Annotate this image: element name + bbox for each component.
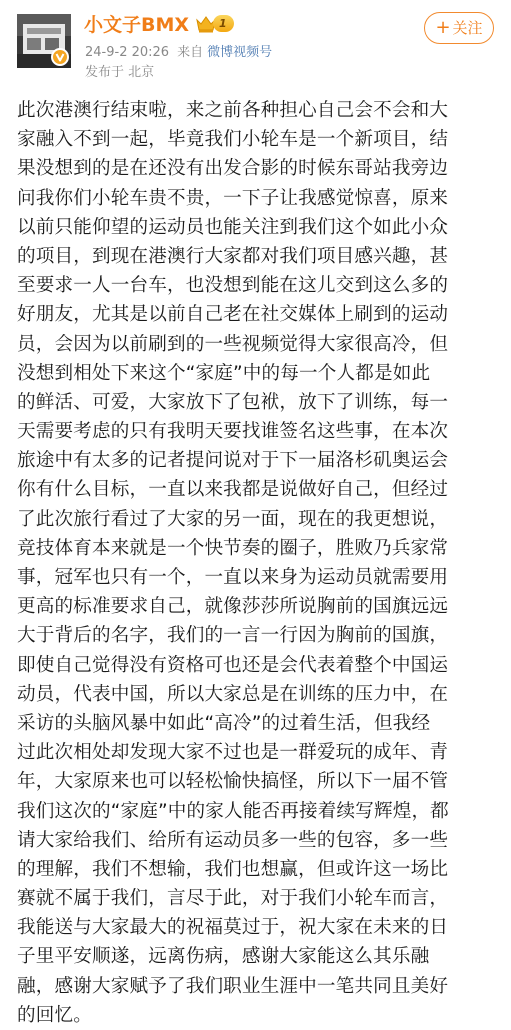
post-text-line: 的项目，到现在港澳行大家都对我们项目感兴趣，甚 <box>17 245 449 267</box>
follow-label: 关注 <box>452 19 483 37</box>
post-text-line: 至要求一人一台车，也没想到能在这儿交到这么多的 <box>17 275 449 297</box>
post-text-line: 旅途中有太多的记者提问说对于下一届洛杉矶奥运会 <box>17 450 449 472</box>
post-text-line: 请大家给我们、给所有运动员多一些的包容，多一些 <box>17 829 449 851</box>
post-text-line: 员，会因为以前刷到的一些视频觉得大家很高冷，但 <box>17 333 449 355</box>
post-text-line: 过此次相处却发现大家不过也是一群爱玩的成年、青 <box>17 742 449 764</box>
post-text-line: 竞技体育本来就是一个快节奏的圈子，胜败乃兵家常 <box>17 537 449 559</box>
source-prefix: 来自 <box>177 45 204 60</box>
post-text-line: 了此次旅行看过了大家的另一面，现在的我更想说， <box>17 508 449 530</box>
post-text-line: 的理解，我们不想输，我们也想赢，但或许这一场比 <box>17 858 449 880</box>
plus-icon: + <box>435 17 451 38</box>
post-text-line: 更高的标准要求自己，就像莎莎所说胸前的国旗远远 <box>17 596 449 618</box>
post-text-line: 好朋友，尤其是以前自己老在社交媒体上刷到的运动 <box>17 304 449 326</box>
post-text-line: 即使自己觉得没有资格可也还是会代表着整个中国运 <box>17 654 449 676</box>
post-text-line: 采访的头脑风暴中如此“高冷”的过着生活，但我经 <box>17 712 431 734</box>
post-timestamp: 24-9-2 20:26 <box>85 45 170 60</box>
post-text-line: 大于背后的名字，我们的一言一行因为胸前的国旗， <box>17 625 449 647</box>
post-text-line: 此次港澳行结束啦，来之前各种担心自己会不会和大 <box>17 100 449 121</box>
post-text-line: 年，大家原来也可以轻松愉快搞怪，所以下一届不管 <box>17 771 449 793</box>
post-text-line: 没想到相处下来这个“家庭”中的每一个人都是如此 <box>17 362 431 384</box>
post-text-line: 以前只能仰望的运动员也能关注到我们这个如此小众 <box>17 216 449 238</box>
post-text-line: 我能送与大家最大的祝福莫过于，祝大家在未来的日 <box>17 917 449 939</box>
post-text-line: 子里平安顺遂，远离伤病，感谢大家能这么其乐融 <box>17 946 430 968</box>
post-text-line: 的鲜活、可爱，大家放下了包袱，放下了训练，每一 <box>17 391 449 413</box>
post-text-line: 我们这次的“家庭”中的家人能否再接着续写辉煌，都 <box>17 800 449 822</box>
level-badge: 1 <box>213 15 234 32</box>
post-text-line: 融，感谢大家赋予了我们职业生涯中一笔共同且美好 <box>17 975 449 997</box>
post-text-line: 家融入不到一起，毕竟我们小轮车是一个新项目，结 <box>17 129 449 151</box>
post-text-line: 的回忆。 <box>17 1004 92 1026</box>
verified-v-icon <box>51 48 69 66</box>
post-text <box>17 96 495 1030</box>
post-location: 发布于 北京 <box>85 65 155 80</box>
post-text-line: 事，冠军也只有一个，一直以来身为运动员就需要用 <box>17 567 449 588</box>
follow-button[interactable] <box>424 12 494 44</box>
post-text-line: 果没想到的是在还没有出发合影的时候东哥站我旁边 <box>17 158 449 180</box>
post-text-line: 你有什么目标，一直以来我都是说做好自己，但经过 <box>17 479 449 501</box>
post-text-line: 天需要考虑的只有我明天要找谁签名这些事，在本次 <box>17 421 449 443</box>
post-text-line: 动员，代表中国，所以大家总是在训练的压力中，在 <box>17 683 449 705</box>
username[interactable]: 小文子BMX <box>84 14 190 36</box>
post-meta <box>85 44 272 62</box>
post-text-line: 赛就不属于我们，言尽于此，对于我们小轮车而言， <box>17 888 449 910</box>
post-header <box>0 0 511 90</box>
post-text-line: 问我你们小轮车贵不贵，一下子让我感觉惊喜，原来 <box>17 187 449 209</box>
source-link[interactable]: 微博视频号 <box>207 45 273 60</box>
